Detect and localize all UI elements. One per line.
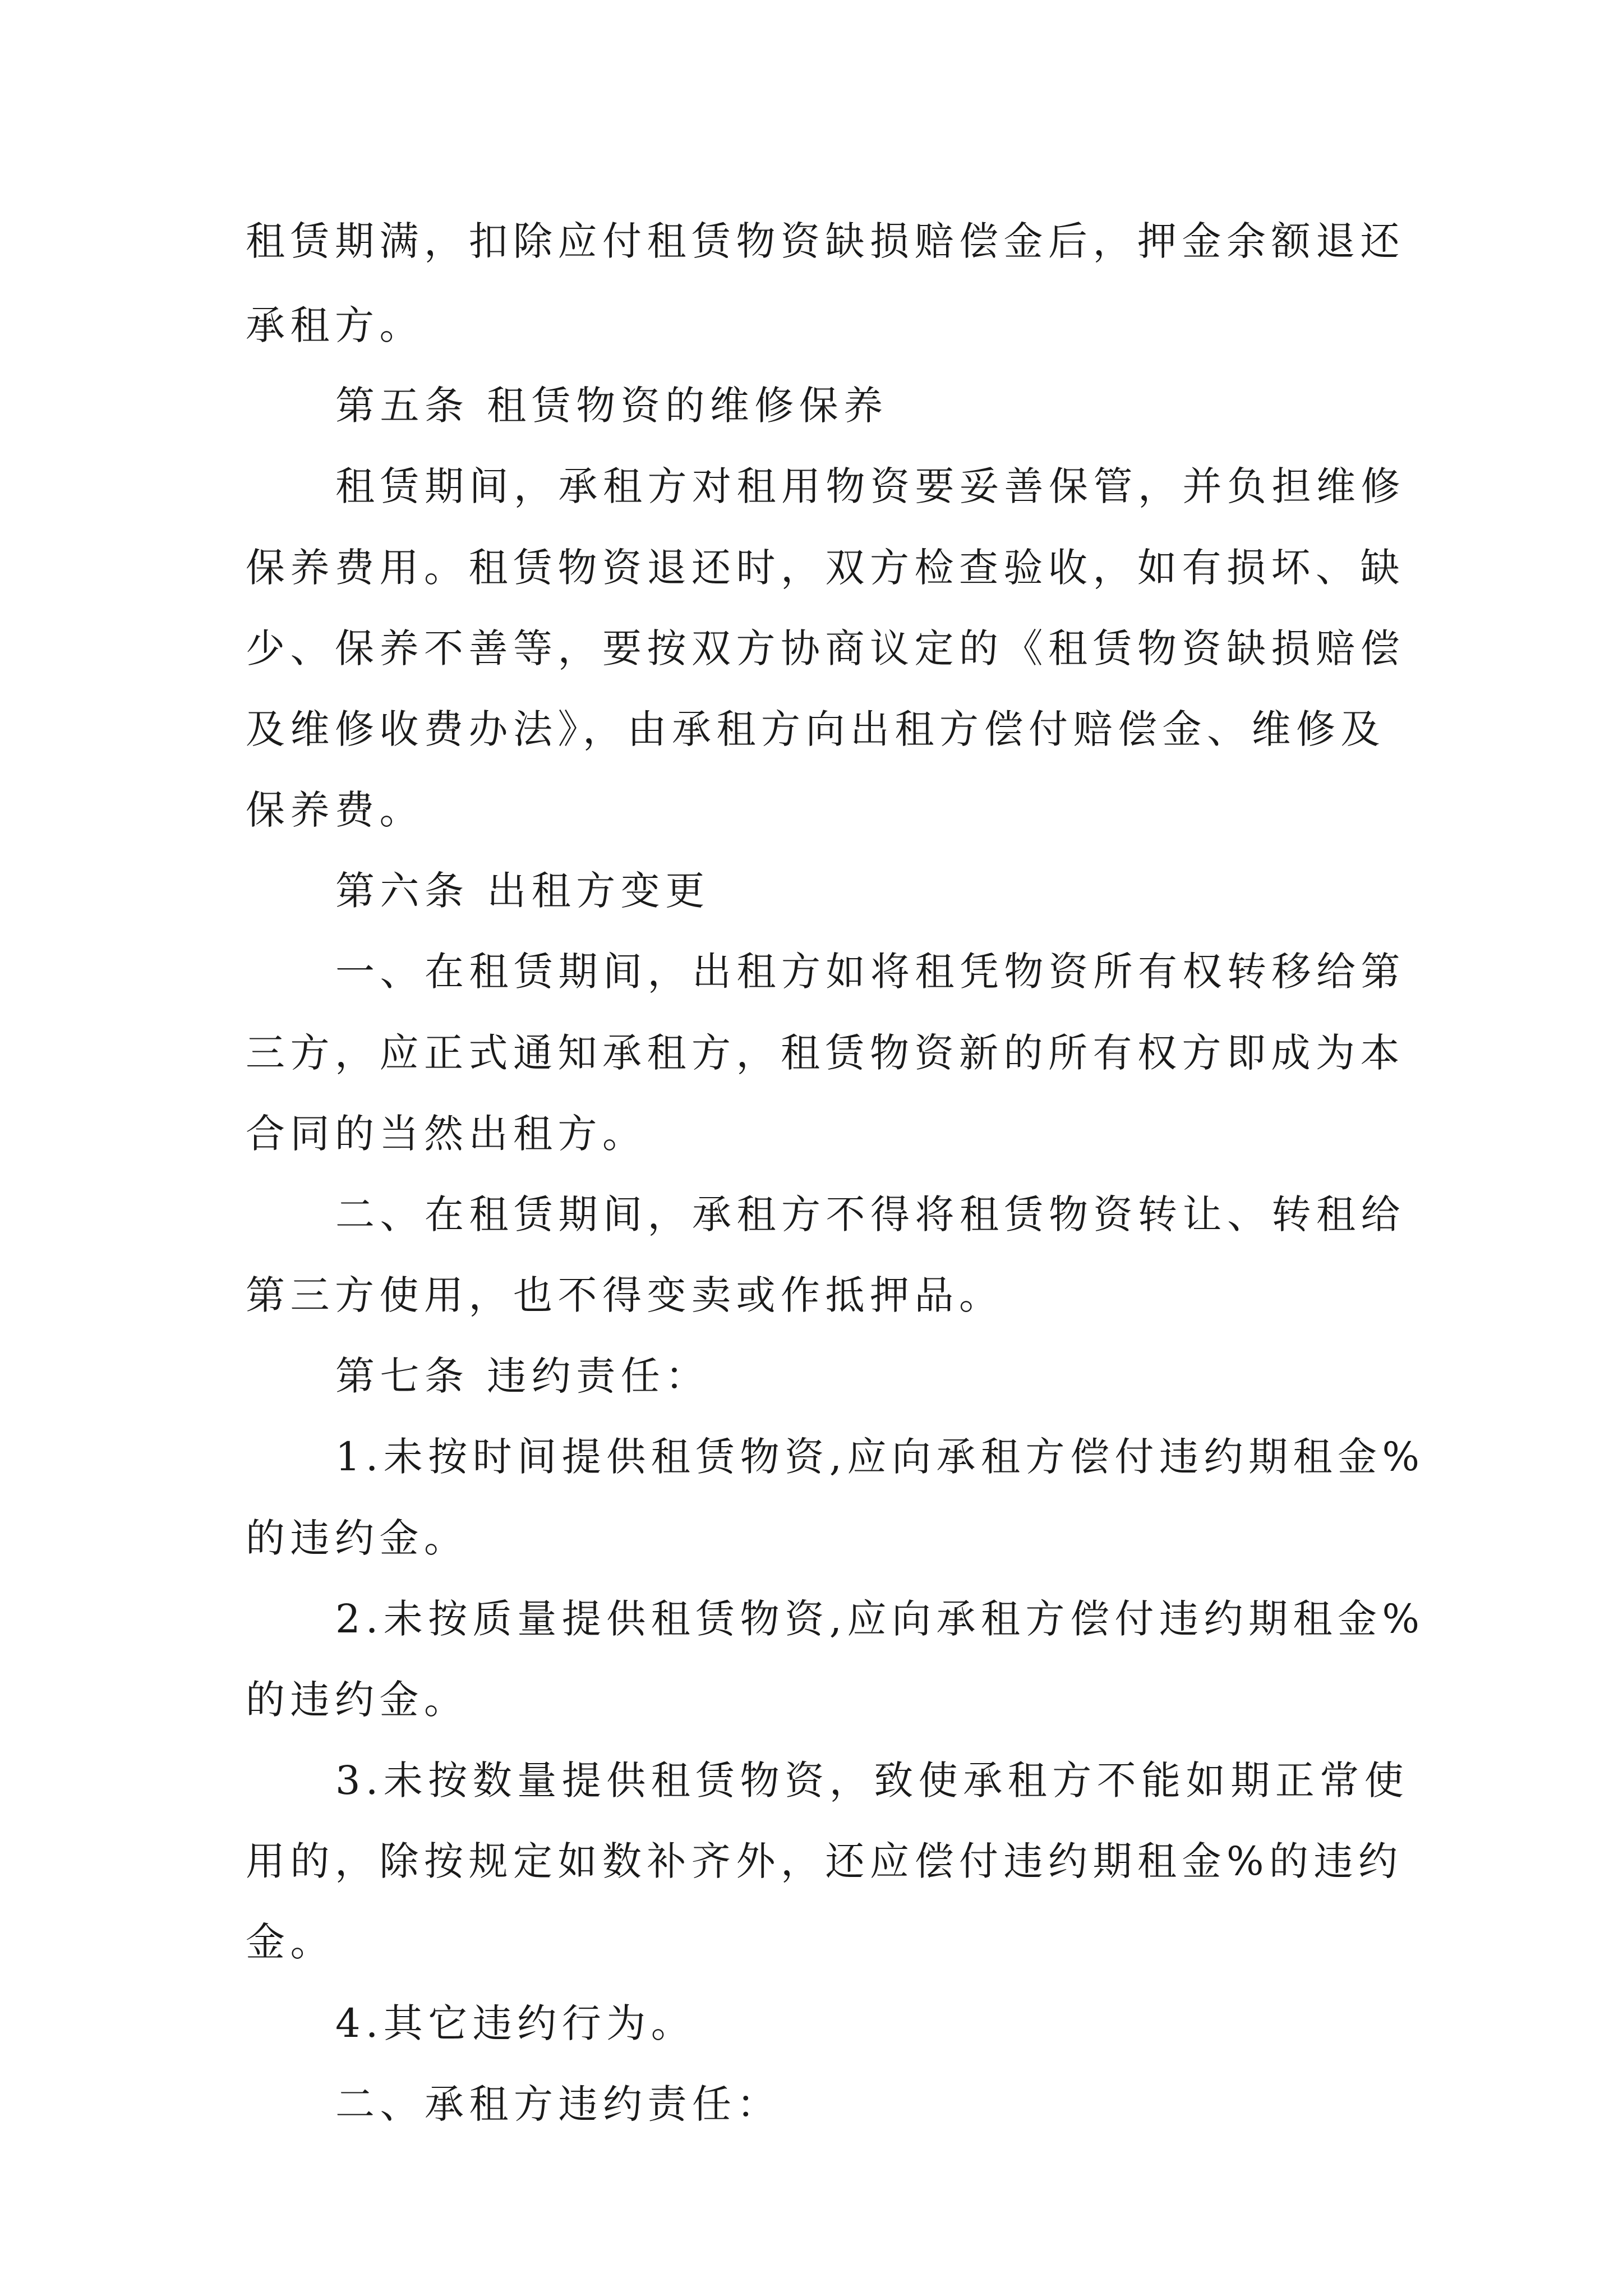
paragraph-line: 2.未按质量提供租赁物资,应向承租方偿付违约期租金% [335, 1596, 1425, 1642]
paragraph-line: 保养费用。租赁物资退还时，双方检查验收，如有损坏、缺 [246, 545, 1405, 591]
paragraph-line: 的违约金。 [246, 1677, 469, 1723]
paragraph-line: 少、保养不善等，要按双方协商议定的《租赁物资缺损赔偿 [246, 625, 1405, 671]
paragraph-line: 租赁期满，扣除应付租赁物资缺损赔偿金后，押金余额退还 [246, 218, 1405, 264]
paragraph-line: 1.未按时间提供租赁物资,应向承租方偿付违约期租金% [335, 1434, 1425, 1480]
section-heading: 第七条 违约责任： [335, 1353, 710, 1399]
paragraph-line: 第三方使用，也不得变卖或作抵押品。 [246, 1272, 1004, 1318]
section-heading: 第五条 租赁物资的维修保养 [335, 383, 888, 429]
paragraph-line: 承租方。 [246, 302, 424, 348]
paragraph-line: 的违约金。 [246, 1515, 469, 1561]
section-heading: 第六条 出租方变更 [335, 868, 710, 914]
paragraph-line: 4.其它违约行为。 [335, 2000, 696, 2046]
paragraph-line: 二、在租赁期间，承租方不得将租赁物资转让、转租给 [335, 1191, 1405, 1237]
paragraph-line: 三方，应正式通知承租方，租赁物资新的所有权方即成为本 [246, 1030, 1405, 1076]
paragraph-line: 及维修收费办法》，由承租方向出租方偿付赔偿金、维修及 [246, 706, 1385, 752]
paragraph-line: 用的，除按规定如数补齐外，还应偿付违约期租金%的违约 [246, 1838, 1403, 1884]
paragraph-line: 保养费。 [246, 787, 424, 833]
paragraph-line: 金。 [246, 1919, 335, 1965]
paragraph-line: 一、在租赁期间，出租方如将租凭物资所有权转移给第 [335, 949, 1405, 995]
paragraph-line: 合同的当然出租方。 [246, 1111, 647, 1157]
paragraph-line: 3.未按数量提供租赁物资，致使承租方不能如期正常使 [335, 1757, 1409, 1803]
paragraph-line: 二、承租方违约责任： [335, 2081, 781, 2127]
paragraph-line: 租赁期间，承租方对租用物资要妥善保管，并负担维修 [335, 463, 1405, 509]
